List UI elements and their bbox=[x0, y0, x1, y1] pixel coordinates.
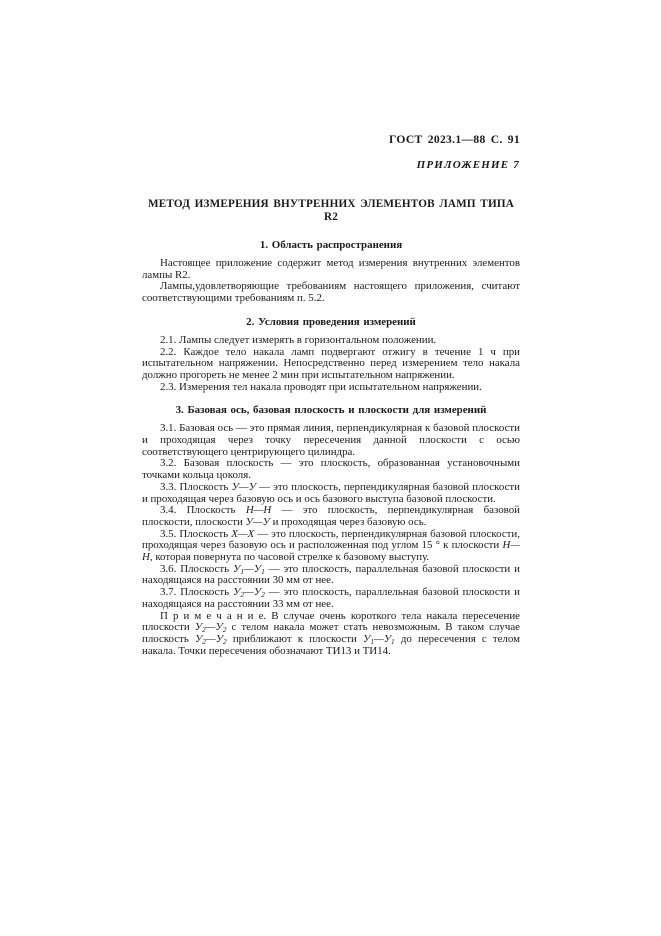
paragraph: 3.7. Плоскость $У_2—У_2$ — это плоскость, параллельная базовой плоскости и находящаяся на расстоянии 33 мм от нее. bbox=[142, 586, 520, 610]
paragraph: Настоящее приложение содержит метод измерения внутренних элементов лампы R2. bbox=[142, 257, 520, 281]
paragraph: 2.3. Измерения тел накала проводят при испытательном напряжении. bbox=[160, 380, 482, 393]
note-paragraph: П р и м е ч а н и е. В случае очень короткого тела накала пересечение плоскости $У_2—У_2$ с телом накала может стать невозможным. В таком случае плоскость $У_2—У_2$ приближают к плоскости $У_1—У_1$ до пересечения с телом накала. Точки пересечения обозначают ТИ13 и ТИ14. bbox=[142, 609, 520, 657]
paragraph: 2.2. Каждое тело накала ламп подвергают отжигу в течение 1 ч при испытательном напряжении. Непосредственно перед измерением тело накала должно прогореть не менее 2 мин при испытательном напряжении. bbox=[142, 345, 520, 381]
paragraph: Лампы,удовлетворяющие требованиям настоящего приложения, считают соответствующими требованиям п. 5.2. bbox=[142, 280, 520, 305]
paragraph: 3.6. Плоскость $У_1—У_1$ — это плоскость, параллельная базовой плоскости и находящаяся на расстоянии 30 мм от нее. bbox=[142, 562, 520, 587]
paragraph: 3.5. Плоскость Х—Х — это плоскость, перпендикулярная базовой плоскости, проходящая через базовую ось и расположенная под углом 15 ° к плоскости Н—Н, которая повернута по часовой стрелке к базовому выступу. bbox=[142, 527, 520, 564]
paragraph: 3.2. Базовая плоскость — это плоскость, образованная установочными точками кольца цоколя. bbox=[142, 457, 520, 482]
paragraph: 2.1. Лампы следует измерять в горизонтальном положении. bbox=[160, 333, 437, 346]
section-2-heading: 2. Условия проведения измерений bbox=[246, 315, 416, 328]
section-1-heading: 1. Область распространения bbox=[259, 239, 403, 251]
section-3-heading: 3. Базовая ось, базовая плоскость и плоскости для измерений bbox=[175, 404, 487, 417]
paragraph: 3.4. Плоскость Н—Н — это плоскость, перпендикулярная базовой плоскости, плоскости У—У и проходящая через базовую ось. bbox=[142, 504, 520, 528]
paragraph: 3.1. Базовая ось — это прямая линия, перпендикулярная к базовой плоскости и проходящая через точку пересечения данной плоскости с осью соответствующего центрирующего цилиндра. bbox=[142, 422, 520, 458]
text-block bbox=[142, 0, 520, 657]
gost-number: ГОСТ 2023.1—88 С. 91 bbox=[389, 133, 520, 146]
paragraph: 3.3. Плоскость У—У — это плоскость, перпендикулярная базовой плоскости и проходящая через базовую ось и ось базового выступа базовой плоскости. bbox=[142, 480, 520, 505]
document-title: МЕТОД ИЗМЕРЕНИЯ ВНУТРЕННИХ ЭЛЕМЕНТОВ ЛАМП ТИПА R2 bbox=[147, 198, 515, 223]
appendix-label: ПРИЛОЖЕНИЕ 7 bbox=[416, 159, 520, 171]
